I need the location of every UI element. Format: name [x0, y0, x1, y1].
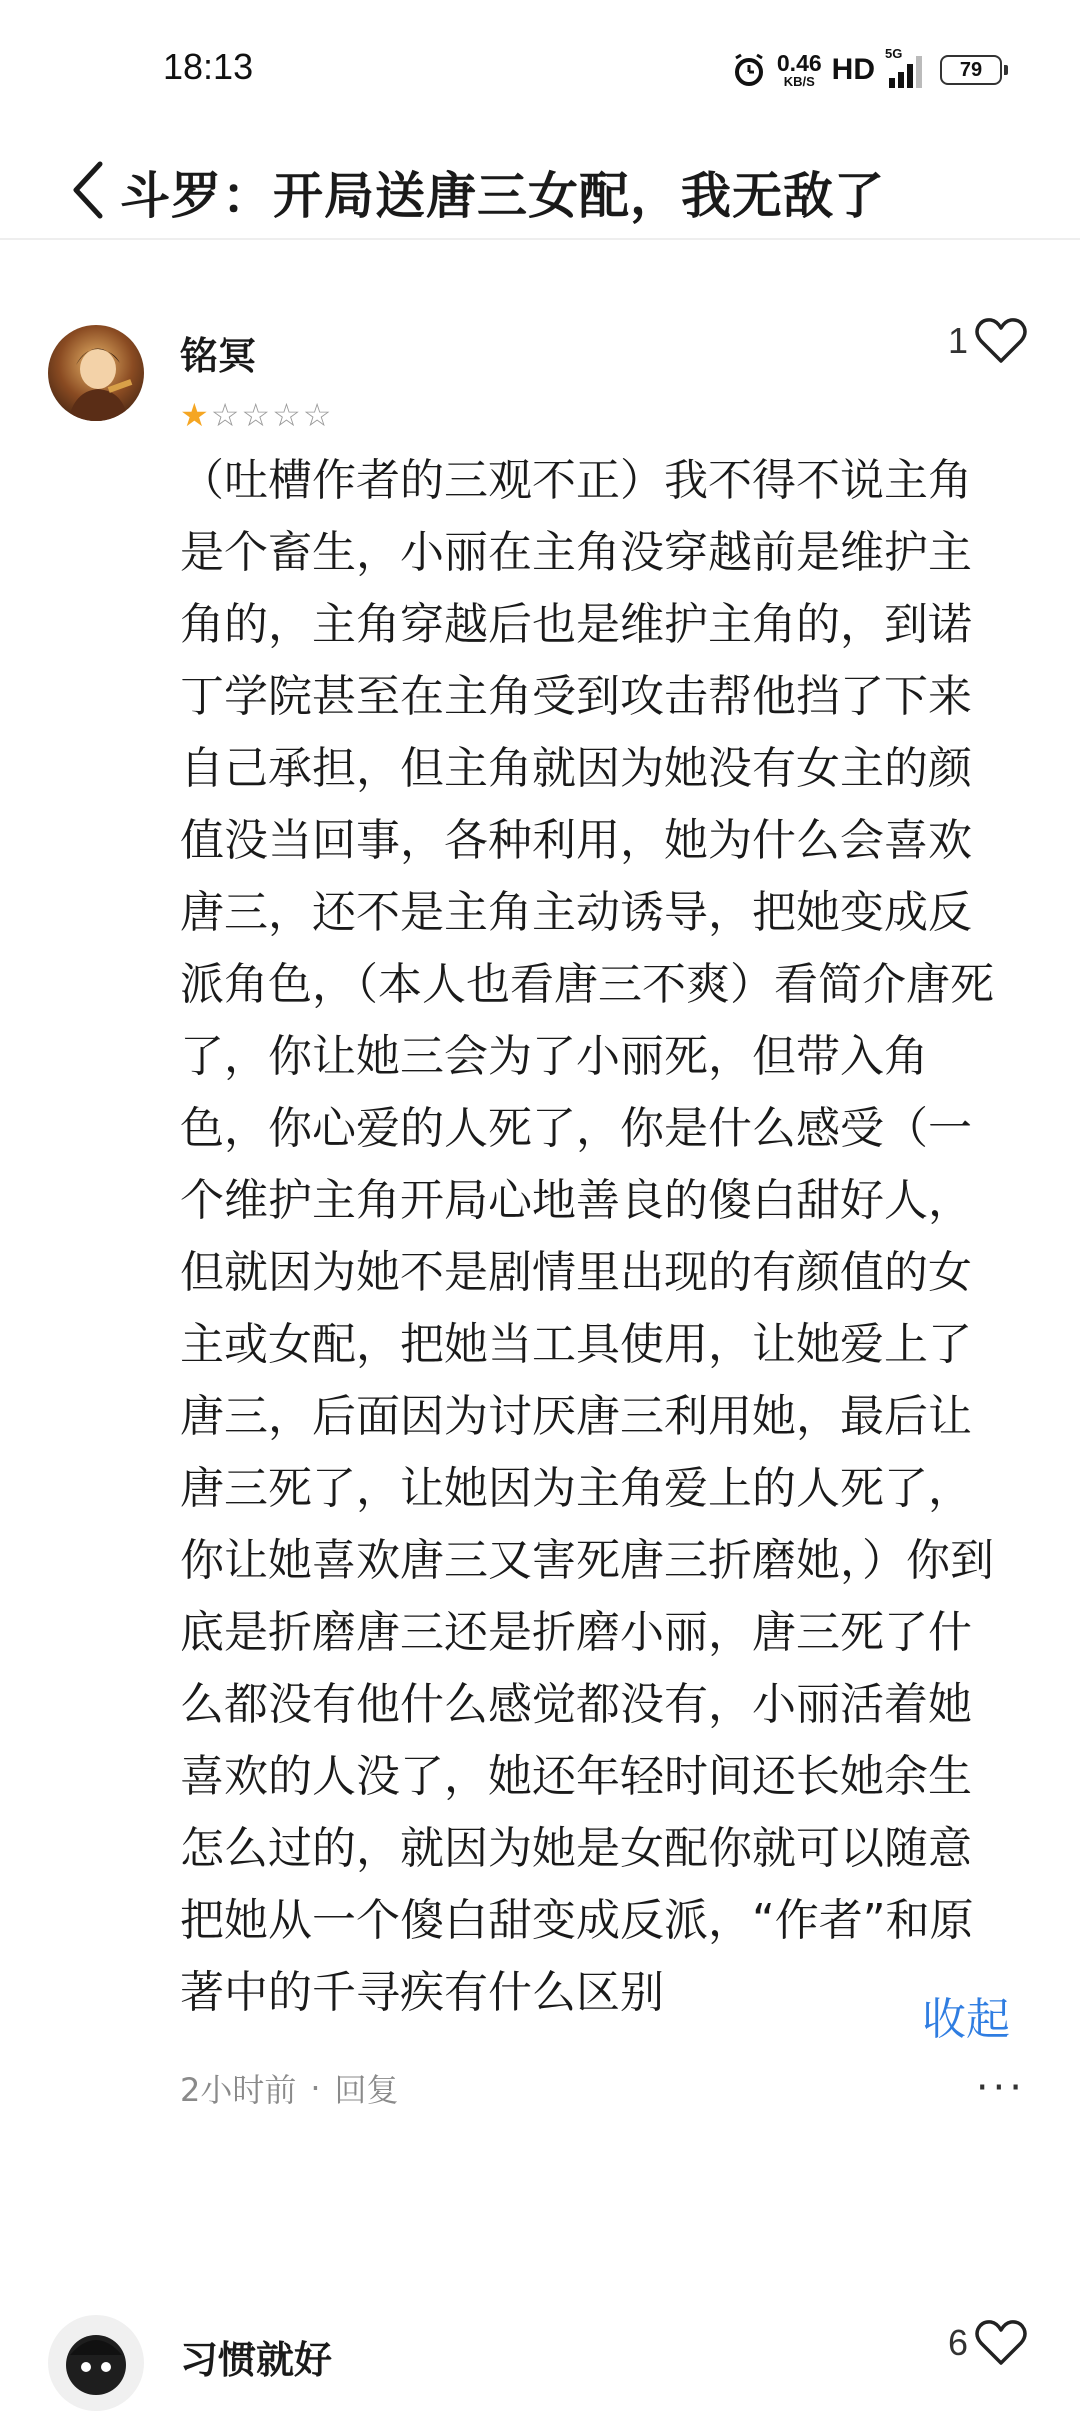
more-options-button[interactable]: ··· [975, 2065, 1026, 2111]
comment-item [0, 2315, 1080, 2400]
page-title: 斗罗：开局送唐三女配，我无敌了 [120, 167, 885, 225]
star-empty-icon: ☆ [302, 396, 332, 434]
like-button[interactable] [948, 317, 1028, 365]
chevron-left-icon [68, 160, 108, 220]
status-bar [0, 0, 1080, 140]
alarm-clock-icon [731, 52, 767, 88]
battery-icon [940, 55, 1002, 85]
network-speed-value: 0.46 [776, 50, 822, 76]
page-header [0, 140, 1080, 240]
star-empty-icon: ☆ [272, 396, 301, 434]
network-speed [777, 52, 822, 88]
status-icons [731, 48, 1002, 92]
star-empty-icon: ☆ [241, 396, 271, 434]
cellular-signal-icon [885, 46, 922, 88]
avatar[interactable] [48, 325, 144, 421]
comment-username[interactable]: 铭冥 [180, 334, 257, 378]
reply-button[interactable]: 回复 [334, 2071, 399, 2109]
comment-text: （吐槽作者的三观不正）我不得不说主角是个畜生，小丽在主角没穿越前是维护主角的，主角穿越后也是维护主角的，到诺丁学院甚至在主角受到攻击帮他挡了下来自己承担，但主角就因为她没有女主的颜值没当回事，各种利用，她为什么会喜欢唐三，还不是主角主动诱导，把她变成反派角色，（本人也看唐三不爽）看简介唐死了，你让她三会为了小丽死，但带入角色，你心爱的人死了，你是什么感受（一个维护主角开局心地善良的傻白甜好人，但就因为她不是剧情里出现的有颜值的女主或女配，把她当工具使用，让她爱上了唐三，后面因为讨厌唐三利用她，最后让唐三死了，让她因为主角爱上的人死了，你让她喜欢唐三又害死唐三折磨她，）你到底是折磨唐三还是折磨小丽，唐三死了什么都没有他什么感觉都没有，小丽活着她喜欢的人没了，她还年轻时间还长她余生怎么过的，就因为她是女配你就可以随意把她从一个傻白甜变成反派，“作者”和原著中的千寻疾有什么区别 [180, 455, 994, 2018]
star-empty-icon: ☆ [210, 396, 240, 434]
heart-icon [974, 317, 1028, 365]
comment-timestamp: 2小时前 [180, 2071, 297, 2109]
network-type-label: 5G [885, 46, 903, 61]
like-count: 1 [947, 320, 968, 361]
collapse-link[interactable]: 收起 [922, 1994, 1010, 2045]
star-filled-icon: ★ [180, 396, 209, 434]
network-speed-unit: KB/S [783, 74, 815, 89]
status-time: 18:13 [163, 46, 254, 87]
meta-separator: · [310, 2069, 321, 2107]
back-button[interactable] [58, 148, 118, 232]
comment-meta [180, 2065, 399, 2111]
heart-icon [974, 2319, 1028, 2367]
star-rating [180, 396, 332, 434]
comment-item [0, 320, 1080, 2225]
battery-level: 79 [959, 58, 983, 81]
hd-indicator: HD [831, 53, 875, 86]
like-count: 6 [947, 2322, 968, 2363]
avatar[interactable] [48, 2315, 144, 2411]
comment-username[interactable]: 习惯就好 [180, 2338, 333, 2382]
like-button[interactable] [948, 2319, 1028, 2367]
